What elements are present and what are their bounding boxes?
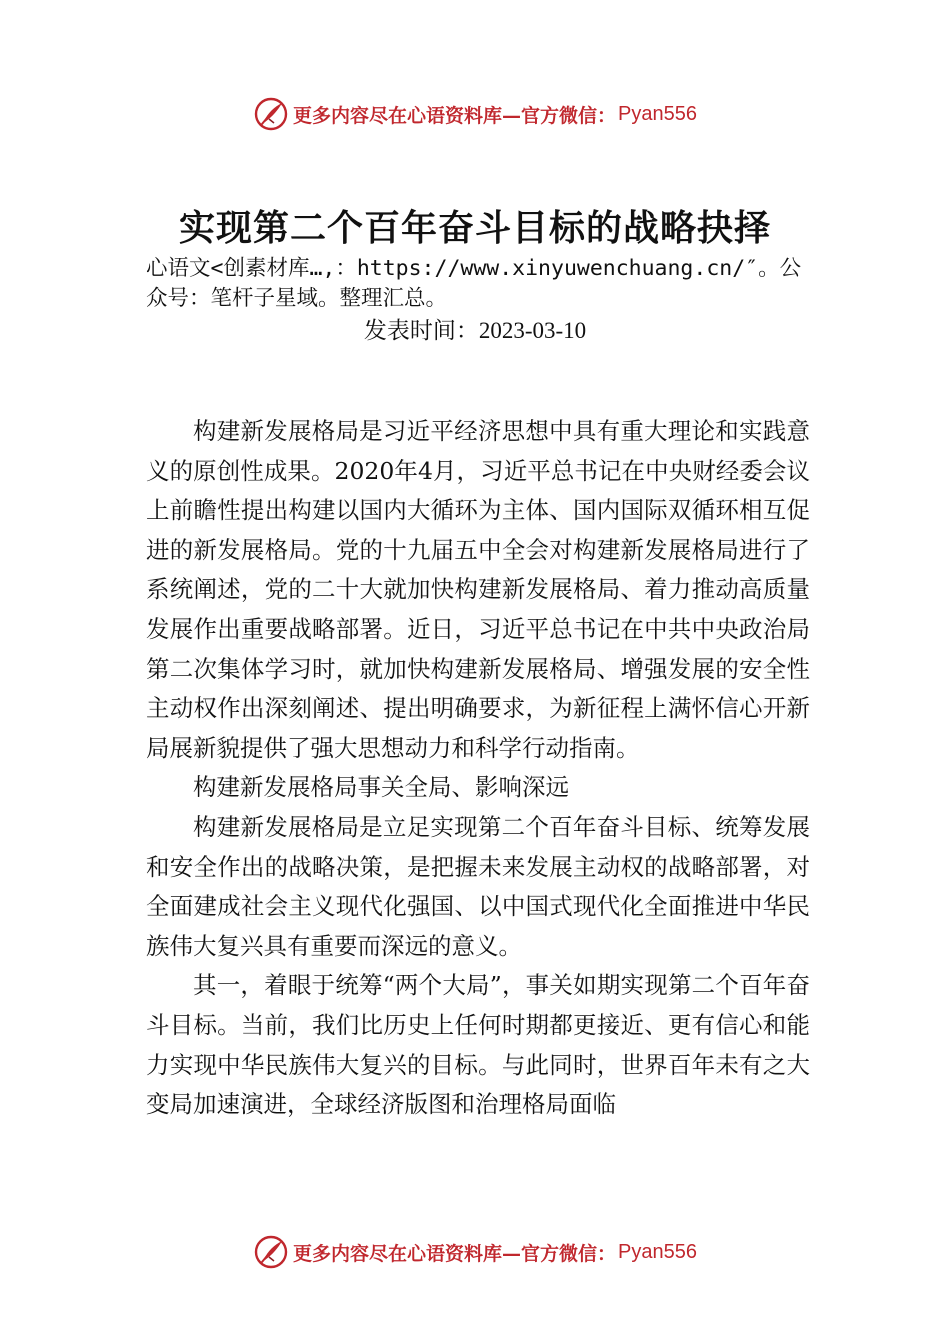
paragraph: 其一，着眼于统筹“两个大局”，事关如期实现第二个百年奋斗目标。当前，我们比历史上任何时期都更接近、更有信心和能力实现中华民族伟大复兴的目标。与此同时，世界百年未有之大变局加速演进，全球经济版图和治理格局面临 [146, 971, 810, 1119]
banner-text: 更多内容尽在心语资料库—官方微信： [293, 104, 617, 127]
banner-wechat-id: Pyan556 [618, 1240, 697, 1263]
source-line: 心语文<创素材库…,：https://www.xinyuwenchuang.cn/″。公众号：笔杆子星域。整理汇总。 [146, 256, 802, 311]
header-banner [0, 92, 950, 136]
footer-banner [0, 1230, 950, 1274]
quill-logo-icon [253, 1234, 289, 1270]
paragraph: 构建新发展格局是立足实现第二个百年奋斗目标、统筹发展和安全作出的战略决策，是把握未来发展主动权的战略部署，对全面建成社会主义现代化强国、以中国式现代化全面推进中华民族伟大复兴具有重要而深远的意义。 [146, 812, 810, 960]
publish-date: 发表时间：2023-03-10 [363, 318, 587, 343]
document-title: 实现第二个百年奋斗目标的战略抉择 [178, 207, 771, 249]
banner-text: 更多内容尽在心语资料库—官方微信： [293, 1242, 617, 1265]
section-heading: 构建新发展格局事关全局、影响深远 [193, 773, 569, 802]
article-body [146, 412, 810, 1125]
banner-wechat-id: Pyan556 [618, 102, 697, 125]
paragraph: 构建新发展格局是习近平经济思想中具有重大理论和实践意义的原创性成果。2020年4月，习近平总书记在中央财经委会议上前瞻性提出构建以国内大循环为主体、国内国际双循环相互促进的新发展格局。党的十九届五中全会对构建新发展格局进行了系统阐述，党的二十大就加快构建新发展格局、着力推动高质量发展作出重要战略部署。近日，习近平总书记在中共中央政治局第二次集体学习时，就加快构建新发展格局、增强发展的安全性主动权作出深刻阐述、提出明确要求，为新征程上满怀信心开新局展新貌提供了强大思想动力和科学行动指南。 [146, 417, 810, 762]
quill-logo-icon [253, 96, 289, 132]
